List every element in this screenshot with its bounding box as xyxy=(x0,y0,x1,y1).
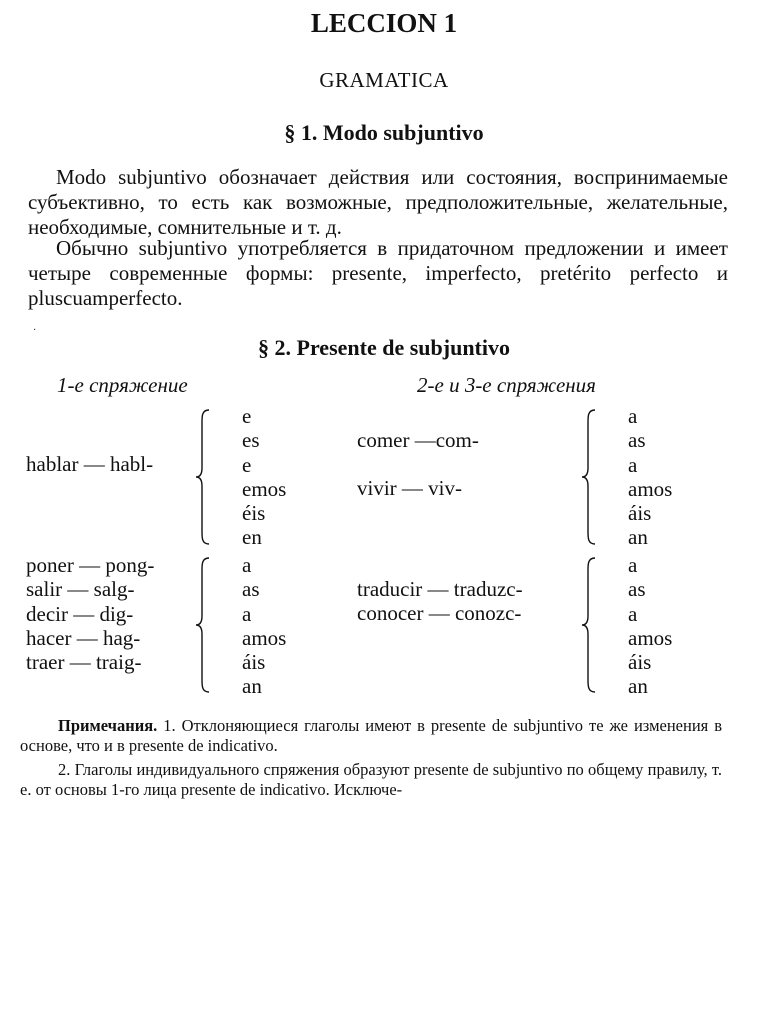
ending: a xyxy=(242,601,252,626)
ending: as xyxy=(628,577,646,602)
ending: e xyxy=(242,452,252,477)
verb-stem: salir — salg- xyxy=(26,577,135,602)
speck-mark: · xyxy=(33,325,37,336)
ending: a xyxy=(628,553,638,577)
heading-presente-de-subjuntivo: § 2. Presente de subjuntivo xyxy=(258,335,510,360)
table-2-left-stems xyxy=(26,553,154,674)
ending: áis xyxy=(628,650,652,675)
table-1-right-endings xyxy=(628,404,672,550)
ending: amos xyxy=(628,476,673,501)
note-1-text: 1. Отклоняющиеся глаголы имеют в presente de subjuntivo те же изменения в основе, что и в presente de indicativo. xyxy=(20,716,722,755)
table-2-right-stem-1: traducir — traduzc- xyxy=(357,577,523,601)
ending: an xyxy=(628,674,648,699)
ending: amos xyxy=(242,625,287,650)
verb-stem: poner — pong- xyxy=(26,553,155,577)
table-2-right-stem-2: conocer — conozc- xyxy=(357,601,522,625)
ending: an xyxy=(628,525,648,550)
ending: as xyxy=(242,577,260,602)
table-1-left-brace xyxy=(194,408,214,546)
ending: amos xyxy=(628,625,673,650)
table-1-left-stem: hablar — habl- xyxy=(26,452,154,476)
lesson-title: LECCION 1 xyxy=(310,8,458,38)
section-title: GRAMATICA xyxy=(319,68,449,92)
table-2-left-endings xyxy=(242,553,286,699)
ending: an xyxy=(242,674,262,699)
table-2-right-brace xyxy=(580,556,600,694)
ending: a xyxy=(242,553,252,577)
conjugation-2-label: 2-е и 3-е спряжения xyxy=(417,373,596,397)
ending: a xyxy=(628,404,638,428)
table-1-right-stem-1: comer —com- xyxy=(357,428,479,452)
paragraph-2 xyxy=(28,236,728,311)
verb-stem: hacer — hag- xyxy=(26,625,141,650)
ending: e xyxy=(242,404,252,428)
notes-label: Примечания. xyxy=(58,716,158,735)
paragraph-2-text: Обычно subjuntivo употребляется в придаточном предложении и имеет четыре современные формы: presente, imperfecto, pretérito perfecto и pluscuamperfecto. xyxy=(28,236,728,310)
conjugation-1-label: 1-е спряжение xyxy=(57,373,188,397)
ending: en xyxy=(242,525,262,550)
note-2-text: 2. Глаголы индивидуального спряжения образуют presente de subjuntivo по общему правилу, т. е. от основы 1-го лица presente de indicativo. Исключе- xyxy=(20,760,722,799)
ending: emos xyxy=(242,476,287,501)
table-2-left-brace xyxy=(194,556,214,694)
table-2-right-endings xyxy=(628,553,672,699)
paragraph-1 xyxy=(28,165,728,240)
verb-stem: traer — traig- xyxy=(26,650,142,675)
table-1-left-endings xyxy=(242,404,286,550)
table-1-right-brace xyxy=(580,408,600,546)
note-2 xyxy=(20,760,722,800)
heading-modo-subjuntivo: § 1. Modo subjuntivo xyxy=(284,120,484,145)
note-1 xyxy=(20,716,722,756)
ending: éis xyxy=(242,501,266,526)
ending: áis xyxy=(242,650,266,675)
ending: as xyxy=(628,428,646,453)
ending: áis xyxy=(628,501,652,526)
ending: es xyxy=(242,428,260,453)
ending: a xyxy=(628,601,638,626)
ending: a xyxy=(628,452,638,477)
paragraph-1-text: Modo subjuntivo обозначает действия или состояния, воспринимаемые субъективно, то есть как возможные, предположительные, желательные, необходимые, сомнительные и т. д. xyxy=(28,165,728,239)
verb-stem: decir — dig- xyxy=(26,601,134,626)
table-1-right-stem-2: vivir — viv- xyxy=(357,476,462,500)
